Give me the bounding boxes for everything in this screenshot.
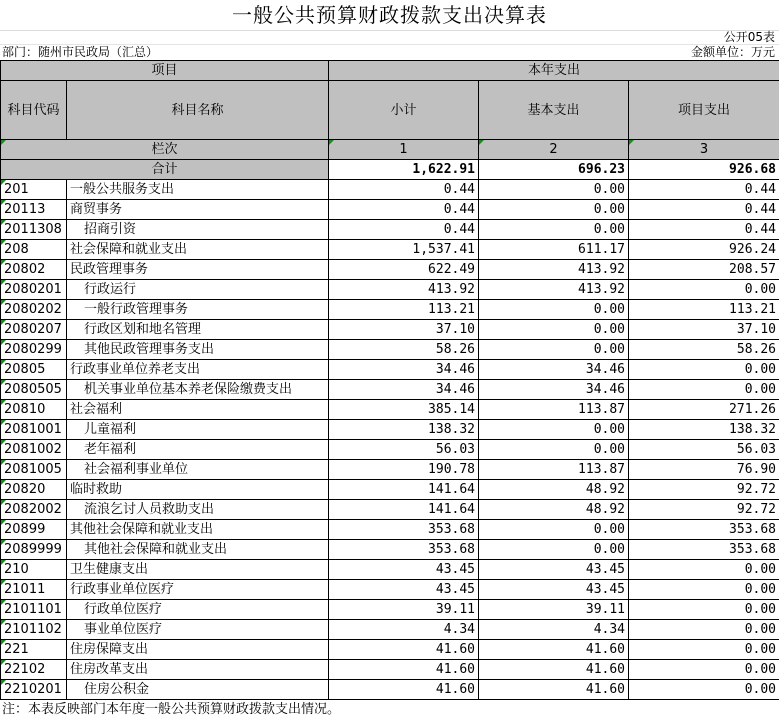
- row-basic: 0.00: [479, 220, 629, 240]
- row-project: 138.32: [629, 420, 779, 440]
- row-project: 113.21: [629, 300, 779, 320]
- table-row: [1, 300, 779, 320]
- header-col3: 3: [629, 140, 779, 160]
- row-subtotal: 34.46: [329, 380, 479, 400]
- table-row: [1, 500, 779, 520]
- expenditure-table: [0, 60, 779, 700]
- row-code: 201: [1, 180, 67, 200]
- row-code: 20805: [1, 360, 67, 380]
- row-name: 行政事业单位医疗: [67, 580, 329, 600]
- row-project: 353.68: [629, 540, 779, 560]
- info-line: [0, 45, 779, 60]
- row-basic: 413.92: [479, 260, 629, 280]
- table-row: [1, 180, 779, 200]
- row-name: 招商引资: [67, 220, 329, 240]
- row-project: 0.00: [629, 280, 779, 300]
- row-code: 210: [1, 560, 67, 580]
- row-subtotal: 43.45: [329, 580, 479, 600]
- row-code: 2080207: [1, 320, 67, 340]
- table-row: [1, 340, 779, 360]
- table-row: [1, 640, 779, 660]
- row-basic: 4.34: [479, 620, 629, 640]
- row-basic: 0.00: [479, 540, 629, 560]
- row-name: 卫生健康支出: [67, 560, 329, 580]
- row-code: 20899: [1, 520, 67, 540]
- row-subtotal: 138.32: [329, 420, 479, 440]
- row-code: 2081001: [1, 420, 67, 440]
- footnote: 注：本表反映部门本年度一般公共预算财政拨款支出情况。: [2, 702, 341, 717]
- row-name: 儿童福利: [67, 420, 329, 440]
- row-project: 37.10: [629, 320, 779, 340]
- total-basic: 696.23: [479, 160, 629, 180]
- table-row: [1, 320, 779, 340]
- table-row: [1, 600, 779, 620]
- table-row: [1, 260, 779, 280]
- header-row-1: [1, 61, 779, 81]
- row-name: 流浪乞讨人员救助支出: [67, 500, 329, 520]
- row-project: 58.26: [629, 340, 779, 360]
- row-basic: 0.00: [479, 320, 629, 340]
- header-col2: 2: [479, 140, 629, 160]
- row-project: 76.90: [629, 460, 779, 480]
- row-code: 221: [1, 640, 67, 660]
- row-project: 208.57: [629, 260, 779, 280]
- row-code: 22102: [1, 660, 67, 680]
- row-name: 民政管理事务: [67, 260, 329, 280]
- row-project: 92.72: [629, 480, 779, 500]
- row-project: 0.00: [629, 660, 779, 680]
- header-col1: 1: [329, 140, 479, 160]
- row-basic: 41.60: [479, 680, 629, 700]
- row-code: 2101102: [1, 620, 67, 640]
- row-name: 临时救助: [67, 480, 329, 500]
- table-row: [1, 240, 779, 260]
- row-code: 2082002: [1, 500, 67, 520]
- row-name: 行政事业单位养老支出: [67, 360, 329, 380]
- row-basic: 43.45: [479, 560, 629, 580]
- table-row: [1, 540, 779, 560]
- row-name: 行政单位医疗: [67, 600, 329, 620]
- row-name: 社会福利: [67, 400, 329, 420]
- total-subtotal: 1,622.91: [329, 160, 479, 180]
- row-project: 0.44: [629, 180, 779, 200]
- row-basic: 413.92: [479, 280, 629, 300]
- row-code: 2080201: [1, 280, 67, 300]
- table-row: [1, 420, 779, 440]
- row-name: 老年福利: [67, 440, 329, 460]
- row-subtotal: 113.21: [329, 300, 479, 320]
- row-name: 社会保障和就业支出: [67, 240, 329, 260]
- row-subtotal: 37.10: [329, 320, 479, 340]
- row-code: 20802: [1, 260, 67, 280]
- row-code: 2210201: [1, 680, 67, 700]
- row-basic: 611.17: [479, 240, 629, 260]
- header-item: 项目: [1, 61, 329, 81]
- row-subtotal: 0.44: [329, 200, 479, 220]
- row-basic: 0.00: [479, 520, 629, 540]
- row-code: 20820: [1, 480, 67, 500]
- row-basic: 39.11: [479, 600, 629, 620]
- table-row: [1, 460, 779, 480]
- row-subtotal: 0.44: [329, 180, 479, 200]
- row-name: 住房保障支出: [67, 640, 329, 660]
- row-subtotal: 353.68: [329, 540, 479, 560]
- row-subtotal: 4.34: [329, 620, 479, 640]
- row-project: 0.00: [629, 580, 779, 600]
- row-name: 住房改革支出: [67, 660, 329, 680]
- row-basic: 113.87: [479, 460, 629, 480]
- row-name: 其他社会保障和就业支出: [67, 540, 329, 560]
- row-subtotal: 141.64: [329, 500, 479, 520]
- table-row: [1, 220, 779, 240]
- row-code: 208: [1, 240, 67, 260]
- table-row: [1, 680, 779, 700]
- total-project: 926.68: [629, 160, 779, 180]
- row-basic: 0.00: [479, 200, 629, 220]
- row-name: 行政区划和地名管理: [67, 320, 329, 340]
- header-name: 科目名称: [67, 81, 329, 140]
- row-basic: 0.00: [479, 300, 629, 320]
- row-basic: 34.46: [479, 380, 629, 400]
- form-code-line: [0, 30, 779, 45]
- row-basic: 34.46: [479, 360, 629, 380]
- row-basic: 41.60: [479, 660, 629, 680]
- row-basic: 41.60: [479, 640, 629, 660]
- row-project: 0.00: [629, 380, 779, 400]
- row-code: 2080202: [1, 300, 67, 320]
- row-name: 一般公共服务支出: [67, 180, 329, 200]
- row-subtotal: 1,537.41: [329, 240, 479, 260]
- report-title: 一般公共预算财政拨款支出决算表: [0, 0, 779, 31]
- header-basic: 基本支出: [479, 81, 629, 140]
- row-subtotal: 385.14: [329, 400, 479, 420]
- row-project: 0.44: [629, 200, 779, 220]
- table-row: [1, 560, 779, 580]
- row-subtotal: 190.78: [329, 460, 479, 480]
- row-code: 2081005: [1, 460, 67, 480]
- row-code: 20113: [1, 200, 67, 220]
- row-basic: 43.45: [479, 580, 629, 600]
- row-basic: 0.00: [479, 420, 629, 440]
- row-name: 住房公积金: [67, 680, 329, 700]
- row-name: 社会福利事业单位: [67, 460, 329, 480]
- row-subtotal: 43.45: [329, 560, 479, 580]
- table-row: [1, 200, 779, 220]
- header-project: 项目支出: [629, 81, 779, 140]
- table-row: [1, 280, 779, 300]
- row-project: 92.72: [629, 500, 779, 520]
- table-row: [1, 440, 779, 460]
- row-subtotal: 353.68: [329, 520, 479, 540]
- row-code: 2080505: [1, 380, 67, 400]
- row-code: 21011: [1, 580, 67, 600]
- table-row: [1, 380, 779, 400]
- table-row: [1, 520, 779, 540]
- row-subtotal: 58.26: [329, 340, 479, 360]
- row-basic: 113.87: [479, 400, 629, 420]
- row-basic: 0.00: [479, 340, 629, 360]
- row-name: 其他社会保障和就业支出: [67, 520, 329, 540]
- row-subtotal: 413.92: [329, 280, 479, 300]
- row-name: 一般行政管理事务: [67, 300, 329, 320]
- row-subtotal: 39.11: [329, 600, 479, 620]
- table-row: [1, 620, 779, 640]
- header-row-column-numbers: [1, 140, 779, 160]
- row-subtotal: 56.03: [329, 440, 479, 460]
- row-code: 2011308: [1, 220, 67, 240]
- table-row: [1, 580, 779, 600]
- row-subtotal: 0.44: [329, 220, 479, 240]
- table-row: [1, 480, 779, 500]
- row-project: 0.00: [629, 680, 779, 700]
- row-name: 行政运行: [67, 280, 329, 300]
- row-project: 926.24: [629, 240, 779, 260]
- row-project: 0.00: [629, 560, 779, 580]
- header-row-2: [1, 81, 779, 140]
- header-column-no: 栏次: [1, 140, 329, 160]
- row-subtotal: 41.60: [329, 680, 479, 700]
- row-subtotal: 41.60: [329, 640, 479, 660]
- row-project: 0.00: [629, 620, 779, 640]
- row-code: 2080299: [1, 340, 67, 360]
- table-row: [1, 660, 779, 680]
- row-subtotal: 622.49: [329, 260, 479, 280]
- row-project: 271.26: [629, 400, 779, 420]
- row-project: 0.00: [629, 640, 779, 660]
- department-label: 部门：随州市民政局（汇总）: [2, 45, 159, 59]
- row-project: 0.00: [629, 360, 779, 380]
- table-row: [1, 360, 779, 380]
- unit-label: 金额单位：万元: [690, 45, 775, 59]
- row-basic: 0.00: [479, 180, 629, 200]
- row-project: 0.00: [629, 600, 779, 620]
- row-project: 353.68: [629, 520, 779, 540]
- row-name: 其他民政管理事务支出: [67, 340, 329, 360]
- row-basic: 48.92: [479, 500, 629, 520]
- row-project: 56.03: [629, 440, 779, 460]
- row-basic: 0.00: [479, 440, 629, 460]
- row-basic: 48.92: [479, 480, 629, 500]
- row-project: 0.44: [629, 220, 779, 240]
- row-name: 机关事业单位基本养老保险缴费支出: [67, 380, 329, 400]
- row-code: 2081002: [1, 440, 67, 460]
- row-subtotal: 141.64: [329, 480, 479, 500]
- row-code: 2089999: [1, 540, 67, 560]
- row-subtotal: 41.60: [329, 660, 479, 680]
- row-name: 商贸事务: [67, 200, 329, 220]
- total-row: [1, 160, 779, 180]
- header-code: 科目代码: [1, 81, 67, 140]
- row-subtotal: 34.46: [329, 360, 479, 380]
- row-code: 2101101: [1, 600, 67, 620]
- form-code: 公开05表: [723, 30, 775, 44]
- total-label: 合计: [1, 160, 329, 180]
- row-name: 事业单位医疗: [67, 620, 329, 640]
- table-row: [1, 400, 779, 420]
- header-this-year: 本年支出: [329, 61, 779, 81]
- header-subtotal: 小计: [329, 81, 479, 140]
- row-code: 20810: [1, 400, 67, 420]
